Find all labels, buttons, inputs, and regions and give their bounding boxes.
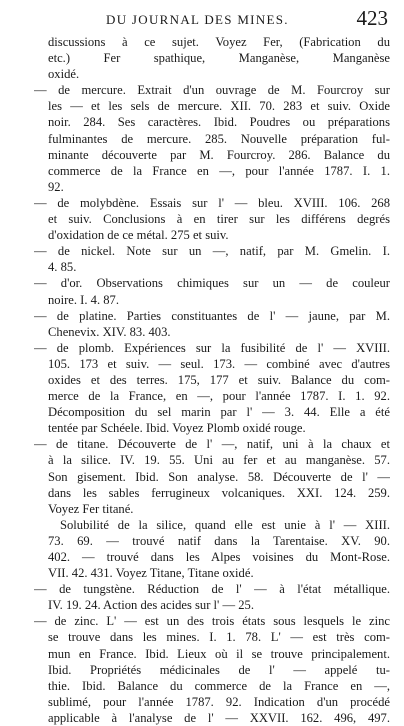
index-line: commerce de la France en —, pour l'année 1787. I. 1. xyxy=(48,163,390,178)
index-line: tentée par Schéele. Ibid. Voyez Plomb oxidé rouge. xyxy=(48,421,306,436)
index-line: se trouve dans les mines. I. 1. 78. L' — est très com- xyxy=(48,630,390,645)
index-line: Ibid. Propriétés médicinales de l' — appelé tu- xyxy=(48,662,390,677)
index-line: — de tungstène. Réduction de l' — à l'état métallique. xyxy=(34,582,390,597)
running-title: DU JOURNAL DES MINES. xyxy=(106,12,289,27)
index-line: à la silice. IV. 19. 55. Uni au fer et au manganèse. 57. xyxy=(48,453,390,468)
index-line: 92. xyxy=(48,179,64,194)
index-line: IV. 19. 24. Action des acides sur l' — 25. xyxy=(48,598,254,613)
index-line: — de platine. Parties constituantes de l' — jaune, par M. xyxy=(34,308,390,323)
index-line: thie. Ibid. Balance du commerce de la France en —, xyxy=(48,678,390,693)
index-line: minante découverte par M. Fourcroy. 286. Balance du xyxy=(48,147,390,162)
index-line: Son gisement. Ibid. Son analyse. 58. Découverte de l' — xyxy=(48,469,390,484)
index-line: — d'or. Observations chimiques sur un — de couleur xyxy=(34,276,390,291)
index-line: les — et les sels de mercure. XII. 70. 283 et suiv. Oxide xyxy=(48,99,390,114)
index-line: Solubilité de la silice, quand elle est unie à l' — XIII. xyxy=(60,517,390,532)
index-line: VII. 42. 431. Voyez Titane, Titane oxidé. xyxy=(48,566,254,581)
index-line: — de nickel. Note sur un —, natif, par M. Gmelin. I. xyxy=(34,244,390,259)
index-line: merce de la France, en —, pour l'année 1787. I. 1. 92. xyxy=(48,389,390,404)
page-number: 423 xyxy=(356,6,388,30)
index-line: mun en France. Ibid. Lieux où il se trouve principalement. xyxy=(48,646,390,661)
index-line: — de molybdène. Essais sur l' — bleu. XVIII. 106. 268 xyxy=(34,195,390,210)
index-line: Décomposition du sel marin par l' — 3. 44. Elle a été xyxy=(48,405,390,420)
index-line: dans les sables ferrugineux volcaniques. XXI. 124. 259. xyxy=(48,485,390,500)
index-line: 402. — trouvé dans les Alpes voisines du Mont-Rose. xyxy=(48,550,390,564)
index-line: oxidé. xyxy=(48,67,80,82)
index-line: 4. 85. xyxy=(48,260,77,275)
index-line: Voyez Fer titané. xyxy=(48,501,134,516)
index-line: applicable à l'analyse de l' — XXVII. 162. 496, 497. xyxy=(48,710,390,725)
index-text xyxy=(34,34,390,726)
index-line: d'oxidation de ce métal. 275 et suiv. xyxy=(48,228,229,243)
index-line: et suiv. Conclusions à en tirer sur les différens degrés xyxy=(48,212,390,227)
index-line: — de plomb. Expériences sur la fusibilité de l' — XVIII. xyxy=(34,340,390,355)
index-line: noir. 284. Ses caractères. Ibid. Poudres ou préparations xyxy=(48,115,390,130)
index-line: — de mercure. Extrait d'un ouvrage de M. Fourcroy sur xyxy=(34,83,390,98)
index-line: noire. I. 4. 87. xyxy=(48,292,119,307)
index-line: — de zinc. L' — est un des trois états sous lesquels le zinc xyxy=(34,614,390,629)
index-line: 105. 173 et suiv. — seul. 173. — combiné avec d'autres xyxy=(48,356,390,371)
index-line: Chenevix. XIV. 83. 403. xyxy=(48,324,171,339)
index-line: fulminantes de mercure. 285. Nouvelle préparation ful- xyxy=(48,131,390,146)
index-line: 73. 69. — trouvé natif dans la Tarentaise. XV. 90. xyxy=(48,533,390,548)
index-line: oxides et des terres. 175, 177 et suiv. Balance du com- xyxy=(48,372,390,387)
running-head xyxy=(0,4,404,38)
index-line: sublimé, pour l'année 1787. 92. Indication d'un procédé xyxy=(48,694,390,709)
index-line: etc.) Fer spathique, Manganèse, Manganèse xyxy=(48,51,390,66)
index-line: — de titane. Découverte de l' —, natif, uni à la chaux et xyxy=(34,437,390,452)
index-line: discussions à ce sujet. Voyez Fer, (Fabrication du xyxy=(48,35,390,49)
